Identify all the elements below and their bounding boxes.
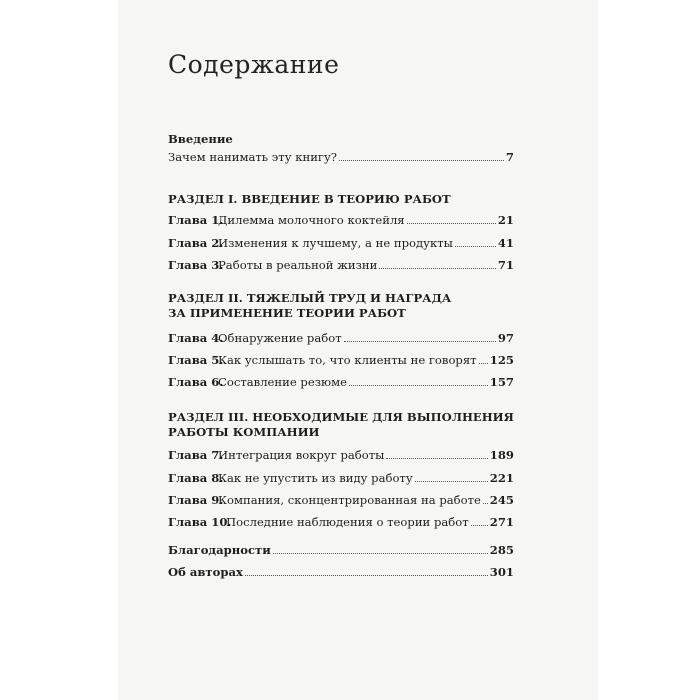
dot-leader [483,503,488,504]
chapter-number: Глава 5. [168,353,224,367]
dot-leader [273,553,488,554]
chapter-page: 189 [489,448,514,462]
toc-entry-chapter-4[interactable] [168,329,514,345]
toc-entry-acknowledgements[interactable] [168,541,514,557]
entry-label: Об авторах [168,565,243,579]
dot-leader [245,575,488,576]
dot-leader [344,341,496,342]
chapter-title: Изменения к лучшему, а не продукты [218,236,453,250]
chapter-title: Интеграция вокруг работы [218,448,385,462]
toc-entry-chapter-7[interactable] [168,446,514,462]
dot-leader [471,525,488,526]
toc-title: Содержание [168,50,340,79]
book-page [118,0,598,700]
dot-leader [455,246,496,247]
dot-leader [386,458,487,459]
chapter-title: Компания, сконцентрированная на работе [218,493,481,507]
section-1-heading: РАЗДЕЛ I. ВВЕДЕНИЕ В ТЕОРИЮ РАБОТ [168,192,451,206]
entry-label: Зачем нанимать эту книгу? [168,150,338,164]
chapter-page: 71 [497,258,514,272]
entry-page: 7 [505,150,514,164]
chapter-number: Глава 7. [168,448,224,462]
chapter-number: Глава 8. [168,471,224,485]
chapter-number: Глава 10. [168,515,232,529]
toc-entry-chapter-5[interactable] [168,351,514,367]
chapter-title: Обнаружение работ [218,331,342,345]
dot-leader [349,385,488,386]
toc-entry-chapter-8[interactable] [168,469,514,485]
toc-entry-intro[interactable] [168,148,514,164]
dot-leader [479,363,488,364]
toc-entry-chapter-10[interactable] [168,513,514,529]
chapter-number: Глава 9. [168,493,224,507]
toc-entry-chapter-1[interactable] [168,211,514,227]
intro-heading: Введение [168,132,233,146]
chapter-number: Глава 4. [168,331,224,345]
chapter-page: 21 [497,213,514,227]
chapter-number: Глава 6. [168,375,224,389]
chapter-page: 125 [489,353,514,367]
chapter-page: 245 [489,493,514,507]
chapter-page: 221 [489,471,514,485]
section-2-heading-line-2: ЗА ПРИМЕНЕНИЕ ТЕОРИИ РАБОТ [168,306,406,320]
entry-page: 301 [489,565,514,579]
toc-entry-about-authors[interactable] [168,563,514,579]
section-2-heading-line-1: РАЗДЕЛ II. ТЯЖЕЛЫЙ ТРУД И НАГРАДА [168,291,452,305]
section-3-heading-line-2: РАБОТЫ КОМПАНИИ [168,425,320,439]
chapter-title: Работы в реальной жизни [218,258,378,272]
dot-leader [339,160,504,161]
chapter-title: Как услышать то, что клиенты не говорят [218,353,477,367]
chapter-number: Глава 1. [168,213,224,227]
chapter-number: Глава 3. [168,258,224,272]
toc-entry-chapter-3[interactable] [168,256,514,272]
toc-entry-chapter-2[interactable] [168,234,514,250]
chapter-page: 157 [489,375,514,389]
entry-page: 285 [489,543,514,557]
chapter-title: Составление резюме [218,375,348,389]
chapter-title: Как не упустить из виду работу [218,471,413,485]
dot-leader [379,268,495,269]
dot-leader [415,481,488,482]
dot-leader [407,223,496,224]
chapter-title: Дилемма молочного коктейля [218,213,405,227]
toc-entry-chapter-6[interactable] [168,373,514,389]
entry-label: Благодарности [168,543,271,557]
toc-entry-chapter-9[interactable] [168,491,514,507]
section-3-heading-line-1: РАЗДЕЛ III. НЕОБХОДИМЫЕ ДЛЯ ВЫПОЛНЕНИЯ [168,410,514,424]
chapter-title: Последние наблюдения о теории работ [226,515,469,529]
chapter-page: 97 [497,331,514,345]
chapter-page: 271 [489,515,514,529]
chapter-number: Глава 2. [168,236,224,250]
chapter-page: 41 [497,236,514,250]
